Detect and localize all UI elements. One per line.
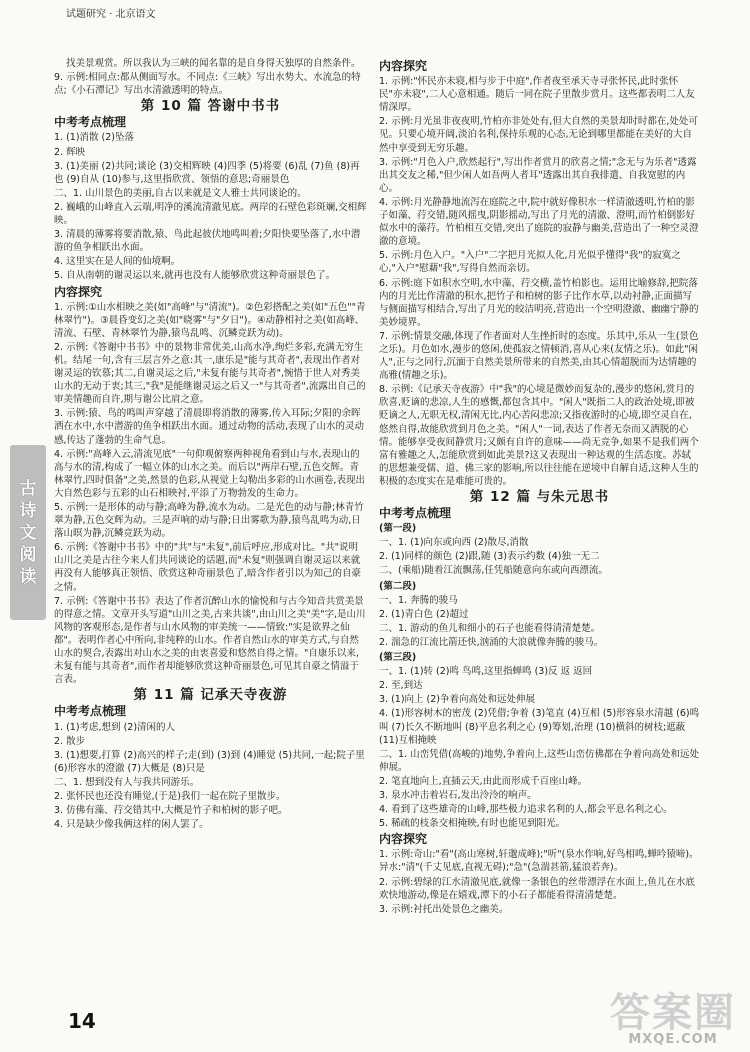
answer-item: 2. 示例:《答谢中书书》中的景物非常优美,山高水净,绚烂多彩,充满无穷生机。结尾一句,含有三层言外之意:其一,康乐是"能与其奇者",表现出作者对谢灵运的钦慕;其二,自谢灵运之后,"未复有能与其奇者",惋惜于世人对秀美山水的无动于衷;其三,"我"是能继谢灵运之后又一"与其奇者",流露出自己的审美情趣而自许,期与谢公比肩之意。 — [54, 341, 366, 406]
answer-item: 5. 示例:月色入户。"入户"二字把月光拟人化,月光似乎懂得"我"的寂寞之心,"入户"慰藉"我",写得自然而亲切。 — [379, 250, 681, 275]
answer-item: 一、1. (1)向东或向西 (2)散尽,消散 — [379, 537, 529, 549]
watermark-url: MXQE.COM — [628, 1031, 718, 1047]
answer-item: 2. 笔直地向上,直插云天,由此而形成千百座山峰。 — [379, 775, 588, 787]
paragraph-marker: (第二段) — [379, 580, 417, 592]
answer-item: 4. 这里实在是人间的仙境啊。 — [54, 256, 181, 268]
answer-item: 5. 稀疏的枝条交相掩映,有时也能见到阳光。 — [379, 818, 566, 830]
answer-item: 二、1. 游动的鱼儿和细小的石子也能看得清清楚楚。 — [379, 622, 601, 634]
answer-item: 9. 示例:相同点:都从侧面写水。不同点:《三峡》写出水势大、水流急的特点;《小石潭记》写出水清澈透明的特点。 — [54, 72, 361, 97]
answer-item: 二、1. 想到没有人与我共同游乐。 — [54, 776, 200, 788]
answer-item: 3. 清晨的薄雾将要消散,猿、鸟此起彼伏地鸣叫着;夕阳快要坠落了,水中潜游的鱼争相跃出水面。 — [54, 229, 361, 254]
answer-item: 3. (1)美丽 (2)共同;谈论 (3)交相辉映 (4)四季 (5)将要 (6)乱 (7)鱼 (8)再也 (9)自从 (10)参与,这里指欣赏、领悟的意思;奇丽景色 — [54, 160, 360, 185]
section-heading: 中考考点梳理 — [379, 506, 452, 521]
side-tab-char: 阅 — [19, 544, 37, 565]
answer-item: 4. 只是缺少像我俩这样的闲人罢了。 — [54, 819, 209, 831]
answer-item: 3. 示例:"月色入户,欣然起行",写出作者赏月的欣喜之情;"念无与为乐者"透露出其交友之稀,"但少闲人如吾两人者耳"透露出其自我排遣、自我宽慰的内心。 — [379, 156, 697, 194]
side-tab-char: 读 — [19, 566, 37, 587]
answer-item: 3. (1)想要,打算 (2)高兴的样子;走(到) (3)到 (4)睡觉 (5)共同,一起;院子里 (6)形容水的澄澈 (7)大概是 (8)只是 — [54, 749, 365, 774]
answer-item: 2. (1)青白色 (2)超过 — [379, 608, 469, 620]
chapter-title: 第 11 篇 记承天寺夜游 — [133, 687, 288, 704]
side-tab-char: 古 — [19, 478, 37, 499]
answer-item: 1. (1)消散 (2)坠落 — [54, 132, 135, 144]
answer-item: 2. 张怀民也还没有睡觉,(于是)我们一起在院子里散步。 — [54, 790, 286, 802]
left-column — [54, 57, 367, 1012]
side-tab-char: 诗 — [19, 500, 37, 521]
answer-item: 2. 示例:月光虽非夜夜明,竹柏亦非处处有,但大自然的美景却时时都在,处处可见。只要心境开阔,淡泊名利,保持乐观的心态,无论到哪里都能在美好的大自然中享受到无穷乐趣。 — [379, 116, 698, 154]
watermark-logo — [610, 989, 736, 1047]
answer-item: 3. 仿佛有藻、荇交错其中,大概是竹子和柏树的影子吧。 — [54, 805, 288, 817]
answer-item: 4. 看到了这些雄奇的山峰,那些极力追求名利的人,都会平息名利之心。 — [379, 804, 673, 816]
answer-item: 5. 自从南朝的谢灵运以来,就再也没有人能够欣赏这种奇丽景色了。 — [54, 270, 336, 282]
section-heading: 中考考点梳理 — [54, 704, 127, 719]
paragraph-marker: (第三段) — [379, 652, 417, 664]
answer-item: 2. 散步 — [54, 735, 86, 747]
answer-item: 6. 示例:庭下如积水空明,水中藻、荇交横,盖竹柏影也。运用比喻修辞,把院落内的月光比作清澈的积水,把竹子和柏树的影子比作水草,以动衬静,正面描写与侧面描写相结合,写出了月光的皎洁明亮,营造出一个空明澄澈、幽幽宁静的美妙境界。 — [379, 277, 699, 328]
answer-item: 6. 示例:《答谢中书书》中的"共"与"未复",前后呼应,形成对比。"共"说明山川之美是古往今来人们共同谈论的话题,而"未复"则强调自谢灵运以来就再没有人能够真正领悟、欣赏这种奇丽景色了,暗含作者引以为知己的自豪之情。 — [54, 542, 362, 593]
answer-item: 1. 示例:奇山:"看"(高山寒树,轩邈成峰);"听"(泉水作响,好鸟相鸣,蝉吟猿啼)。异水:"清"(千丈见底,直视无碍);"急"(急湍甚箭,猛浪若奔)。 — [379, 849, 699, 874]
answer-item: 二、1. 山川景色的美丽,自古以来就是文人雅士共同谈论的。 — [54, 187, 307, 199]
chapter-title: 第 12 篇 与朱元思书 — [469, 489, 610, 505]
section-heading: 中考考点梳理 — [54, 115, 127, 130]
answer-item: 二、1. 山峦凭借(高峻的)地势,争着向上,这些山峦仿佛都在争着向高处和远处伸展。 — [379, 748, 700, 773]
answer-item: 2. 巍峨的山峰直入云端,明净的溪流清澈见底。两岸的石壁色彩斑斓,交相辉映。 — [54, 201, 367, 227]
answer-item: 8. 示例:《记承天寺夜游》中"我"的心境是微妙而复杂的,漫步的悠闲,赏月的欣喜,贬谪的悲凉,人生的感慨,都包含其中。"闲人"既指二人的政治处境,即被贬谪之人,无职无权,清闲无比,内心苦闷悲凉;又指夜游时的心境,即空灵自在,悠然自得,故能欣赏到月色之美。"闲人"一词,表达了作者无奈而又洒脱的心情。能够享受夜间静赏月;又颇有自许的意味——尚无竞争,如果不是我们两个富有雅趣之人,怎能欣赏到如此美景?这又表现出一种达观的生活态度。苏轼的思想兼受儒、道、佛三家的影响,所以往往能在逆境中自解自适,这种人生的积极的态度实在是难能可贵的。 — [379, 384, 699, 487]
answer-item: 一、1. 奔腾的骏马 — [379, 594, 458, 606]
answer-item: 4. (1)形容树木的密茂 (2)凭借;争着 (3)笔直 (4)互相 (5)形容泉水清越 (6)鸣叫 (7)长久不断地叫 (8)平息名利之心 (9)筹划,治理 (10)横斜的树枝;遮蔽 (11)互相掩映 — [379, 708, 700, 746]
answer-item: 4. 示例:"高峰入云,清流见底"一句仰观俯察两种视角看到山与水,表现山的高与水的清,构成了一幅立体的山水之美。而后以"两岸石壁,五色交辉。青林翠竹,四时俱备"之美,然景的色彩,从视觉上勾勒出多彩的山水画卷,表现出大自然色彩与五彩的山石相映衬,平添了万物勃发的生命力。 — [54, 448, 365, 499]
answer-item: 3. 示例:衬托出处景色之幽美。 — [379, 903, 509, 915]
chapter-title: 第 10 篇 答谢中书书 — [140, 98, 281, 115]
answer-item: 1. 示例:①山水相映之美(如"高峰"与"清流")。②色彩搭配之美(如"五色""青林翠竹")。③晨昏变幻之美(如"晓雾"与"夕日")。④动静相衬之美(如高峰、清流、石壁、青林翠竹为静,猿鸟乱鸣、沉鳞竞跃为动)。 — [54, 301, 366, 339]
answer-item: 3. 示例:猿、鸟的鸣叫声穿越了清晨即将消散的薄雾,传入耳际;夕阳的余晖洒在水中,水中潜游的鱼争相跃出水面。通过动物的活动,表现了山水的灵动感,传达了蓬勃的生命气息。 — [54, 408, 365, 446]
answer-item: 1. (1)考虑,想到 (2)清闲的人 — [54, 721, 176, 733]
right-column — [379, 57, 700, 1012]
answer-item: 4. 示例:月光静静地流泻在庭院之中,院中就好像积水一样清澈透明,竹柏的影子如藻、荇交错,随风摇曳,阴影摇动,写出了月光的清澈、澄明,而竹柏倒影好似水中的藻荇。竹柏相互交错,突出了庭院的寂静与幽美,营造出了一种空灵澄澈的意境。 — [379, 196, 699, 248]
paragraph-marker: (第一段) — [379, 523, 417, 535]
section-heading: 内容探究 — [379, 832, 428, 847]
answer-item: 2. 辉映 — [54, 146, 86, 158]
page-number: 14 — [68, 1009, 96, 1033]
answer-item: 2. 至,到达 — [379, 680, 423, 692]
answer-item: 一、1. (1)转 (2)鸣 鸟鸣,这里指蝉鸣 (3)反 返 返回 — [379, 666, 593, 678]
answer-item: 1. 示例:"怀民亦未寝,相与步于中庭",作者夜至承天寺寻张怀民,此时张怀民"亦未寝",二人心意相通。随后一同在院子里散步赏月。这些都表明二人友情深厚。 — [379, 76, 695, 114]
running-header: 试题研究 · 北京语文 — [66, 9, 156, 20]
answer-item: 2. (1)同样的颜色 (2)跟,随 (3)表示约数 (4)独一无二 — [379, 551, 600, 563]
section-heading: 内容探究 — [54, 284, 103, 299]
answer-item: 二、(乘船)随着江流飘荡,任凭船随意向东或向西漂流。 — [379, 565, 608, 577]
answer-item: 5. 示例:一是形体的动与静;高峰为静,流水为动。二是光色的动与静;林青竹翠为静,五色交辉为动。三是声响的动与静;日出雾歌为静,猿鸟乱鸣为动,日落山暝为静,沉鳞竞跃为动。 — [54, 502, 364, 540]
answer-item: 3. 泉水冲击着岩石,发出泠泠的响声。 — [379, 789, 537, 801]
answer-item: 7. 示例:情景交融,体现了作者面对人生挫折时的态度。乐其中,乐从一生(景色之乐)。月色如水,漫步的悠闲,使孤寂之情顿消,喜从心来(友情之乐)。如此"闲人",正与之同行,沉湎于自然美景所带来的自然美,由其心情超脱而为达情趣的高雅(情趣之乐)。 — [379, 330, 699, 382]
section-heading: 内容探究 — [379, 59, 428, 73]
watermark-text: 答案圈 — [610, 989, 736, 1036]
section-side-tab — [10, 445, 46, 620]
answer-item: 2. 湍急的江流比箭还快,汹涌的大浪就像奔腾的骏马。 — [379, 636, 604, 648]
answer-item: 3. (1)向上 (2)争着向高处和远处伸展 — [379, 694, 536, 706]
answer-item: 2. 示例:碧绿的江水清澈见底,就像一条银色的丝带漂浮在水面上,鱼儿在水底欢快地游动,像是在嬉戏,潭下的小石子都能看得清清楚楚。 — [379, 876, 695, 901]
side-tab-char: 文 — [19, 522, 37, 543]
answer-item: 找美景观赏。所以我认为三峡的闻名靠的是自身得天独厚的自然条件。 — [66, 58, 361, 69]
answer-item: 7. 示例:《答谢中书书》表达了作者沉醉山水的愉悦和与古今知音共赏美景的得意之情。文章开头写道"山川之美,古来共谈",由山川之美"美"字,是山川风物的客观形态,是作者与山水风物的审美统一——情致:"实是欲界之仙都"。表明作者心中所向,非纯粹的山水。作者自然山水的审美方式,与自然山水的契合,表露出对山水之美的由衷喜爱和悠然自得之情。"自康乐以来,未复有能与其奇者",而作者却能够欣赏这种奇丽景色,可见其自豪之情溢于言表。 — [54, 595, 366, 686]
